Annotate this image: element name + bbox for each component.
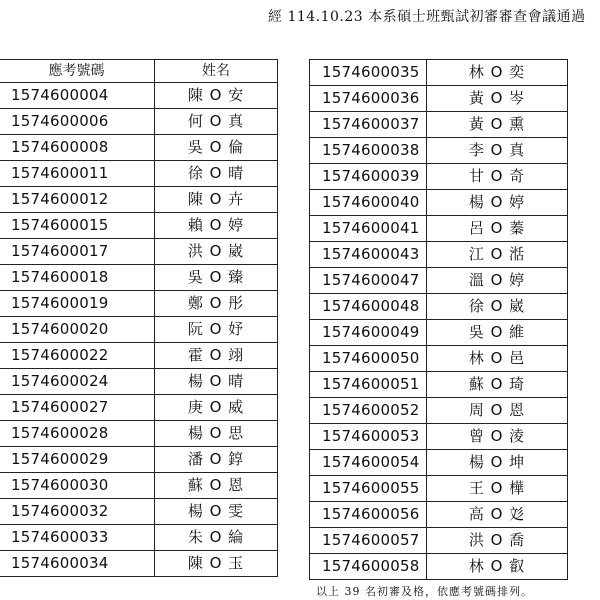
exam-number-cell: 1574600056: [310, 502, 427, 528]
table-row: [310, 190, 568, 216]
table-row: [310, 164, 568, 190]
table-row: [310, 346, 568, 372]
table-row: [0, 109, 278, 135]
table-row: [0, 473, 278, 499]
table-row: [310, 398, 568, 424]
exam-number-cell: 1574600052: [310, 398, 427, 424]
name-cell: 呂 O 蓁: [427, 216, 568, 242]
name-cell: 周 O 恩: [427, 398, 568, 424]
table-row: [310, 424, 568, 450]
exam-number-cell: 1574600018: [0, 265, 155, 291]
name-cell: 洪 O 崴: [155, 239, 278, 265]
table-row: [310, 268, 568, 294]
table-row: [310, 554, 568, 580]
name-cell: 吳 O 臻: [155, 265, 278, 291]
name-cell: 霍 O 翊: [155, 343, 278, 369]
table-row: [310, 294, 568, 320]
table-row: [310, 216, 568, 242]
exam-number-cell: 1574600017: [0, 239, 155, 265]
table-row: [0, 291, 278, 317]
exam-number-cell: 1574600011: [0, 161, 155, 187]
table-row: [0, 161, 278, 187]
table-row: [0, 239, 278, 265]
exam-number-cell: 1574600015: [0, 213, 155, 239]
table-row: [310, 138, 568, 164]
exam-number-cell: 1574600024: [0, 369, 155, 395]
exam-number-cell: 1574600019: [0, 291, 155, 317]
table-row: [310, 112, 568, 138]
exam-number-cell: 1574600029: [0, 447, 155, 473]
footnote: 以上 39 名初審及格，依應考號碼排列。: [316, 585, 533, 598]
name-cell: 蘇 O 琦: [427, 372, 568, 398]
exam-number-cell: 1574600039: [310, 164, 427, 190]
exam-number-cell: 1574600043: [310, 242, 427, 268]
table-row: [0, 499, 278, 525]
name-cell: 黃 O 熏: [427, 112, 568, 138]
table-row: [0, 317, 278, 343]
exam-number-cell: 1574600030: [0, 473, 155, 499]
table-row: [0, 343, 278, 369]
exam-number-cell: 1574600012: [0, 187, 155, 213]
page-title: 經 114.10.23 本系碩士班甄試初審審查會議通過: [268, 9, 586, 25]
name-cell: 溫 O 婷: [427, 268, 568, 294]
name-cell: 楊 O 婷: [427, 190, 568, 216]
name-cell: 潘 O 錞: [155, 447, 278, 473]
name-cell: 江 O 湉: [427, 242, 568, 268]
table-row: [0, 551, 278, 577]
exam-number-cell: 1574600022: [0, 343, 155, 369]
name-cell: 林 O 叡: [427, 554, 568, 580]
table-row: [0, 83, 278, 109]
exam-number-cell: 1574600055: [310, 476, 427, 502]
name-cell: 賴 O 婷: [155, 213, 278, 239]
table-row: [0, 135, 278, 161]
name-cell: 陳 O 卉: [155, 187, 278, 213]
exam-number-cell: 1574600032: [0, 499, 155, 525]
exam-number-cell: 1574600028: [0, 421, 155, 447]
exam-number-cell: 1574600008: [0, 135, 155, 161]
name-cell: 王 O 樺: [427, 476, 568, 502]
name-cell: 林 O 奕: [427, 60, 568, 86]
exam-number-cell: 1574600057: [310, 528, 427, 554]
name-cell: 高 O 彣: [427, 502, 568, 528]
name-cell: 鄭 O 彤: [155, 291, 278, 317]
table-row: [0, 369, 278, 395]
table-row: [0, 447, 278, 473]
name-cell: 洪 O 喬: [427, 528, 568, 554]
exam-number-cell: 1574600035: [310, 60, 427, 86]
exam-number-cell: 1574600053: [310, 424, 427, 450]
table-row: [310, 502, 568, 528]
table-row: [0, 213, 278, 239]
table-row: [0, 265, 278, 291]
header-name: 姓名: [155, 60, 278, 83]
exam-number-cell: 1574600006: [0, 109, 155, 135]
name-cell: 陳 O 安: [155, 83, 278, 109]
name-cell: 陳 O 玉: [155, 551, 278, 577]
name-cell: 阮 O 妤: [155, 317, 278, 343]
table-row: [310, 86, 568, 112]
exam-number-cell: 1574600036: [310, 86, 427, 112]
exam-number-cell: 1574600058: [310, 554, 427, 580]
exam-number-cell: 1574600050: [310, 346, 427, 372]
left-roster-table: [0, 59, 278, 577]
name-cell: 林 O 邑: [427, 346, 568, 372]
name-cell: 黃 O 岑: [427, 86, 568, 112]
table-row: [310, 60, 568, 86]
table-row: [310, 528, 568, 554]
header-exam-number: 應考號碼: [0, 60, 155, 83]
header-row: [0, 60, 278, 83]
exam-number-cell: 1574600041: [310, 216, 427, 242]
name-cell: 甘 O 奇: [427, 164, 568, 190]
exam-number-cell: 1574600038: [310, 138, 427, 164]
exam-number-cell: 1574600040: [310, 190, 427, 216]
name-cell: 徐 O 崴: [427, 294, 568, 320]
exam-number-cell: 1574600049: [310, 320, 427, 346]
name-cell: 吳 O 倫: [155, 135, 278, 161]
name-cell: 徐 O 晴: [155, 161, 278, 187]
name-cell: 楊 O 晴: [155, 369, 278, 395]
right-roster-table: [309, 59, 568, 580]
exam-number-cell: 1574600054: [310, 450, 427, 476]
table-row: [310, 320, 568, 346]
exam-number-cell: 1574600034: [0, 551, 155, 577]
name-cell: 何 O 真: [155, 109, 278, 135]
table-row: [310, 242, 568, 268]
name-cell: 吳 O 維: [427, 320, 568, 346]
name-cell: 楊 O 坤: [427, 450, 568, 476]
exam-number-cell: 1574600027: [0, 395, 155, 421]
exam-number-cell: 1574600051: [310, 372, 427, 398]
name-cell: 楊 O 雯: [155, 499, 278, 525]
exam-number-cell: 1574600020: [0, 317, 155, 343]
name-cell: 朱 O 綸: [155, 525, 278, 551]
table-row: [0, 421, 278, 447]
table-row: [310, 372, 568, 398]
exam-number-cell: 1574600033: [0, 525, 155, 551]
exam-number-cell: 1574600047: [310, 268, 427, 294]
exam-number-cell: 1574600048: [310, 294, 427, 320]
name-cell: 楊 O 思: [155, 421, 278, 447]
exam-number-cell: 1574600004: [0, 83, 155, 109]
table-row: [0, 395, 278, 421]
table-row: [310, 450, 568, 476]
name-cell: 李 O 真: [427, 138, 568, 164]
exam-number-cell: 1574600037: [310, 112, 427, 138]
name-cell: 曾 O 淩: [427, 424, 568, 450]
table-row: [0, 187, 278, 213]
table-row: [310, 476, 568, 502]
name-cell: 庚 O 威: [155, 395, 278, 421]
table-row: [0, 525, 278, 551]
name-cell: 蘇 O 恩: [155, 473, 278, 499]
